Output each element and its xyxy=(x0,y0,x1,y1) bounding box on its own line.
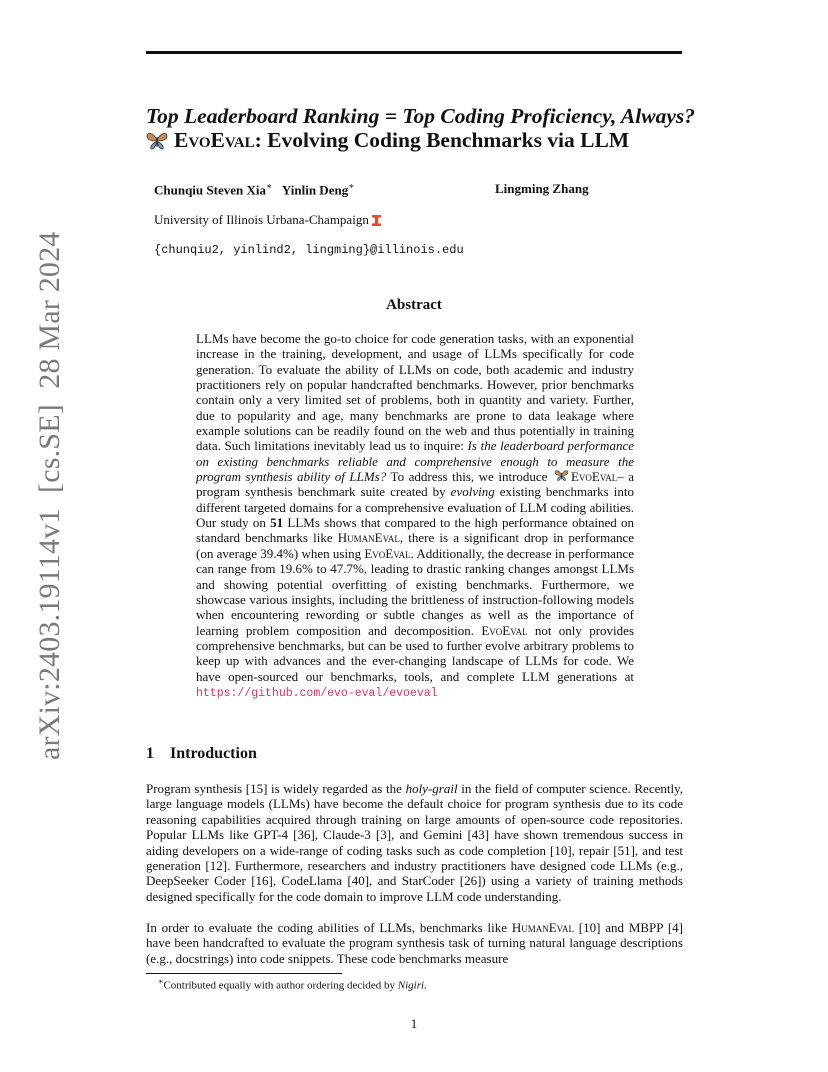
footnote: ∗Contributed equally with author ordering decided by Nigiri. xyxy=(158,977,427,992)
evoeval-name: EvoEval xyxy=(364,545,411,561)
evoeval-name: EvoEval xyxy=(570,469,618,485)
butterfly-icon xyxy=(554,469,569,482)
equal-contrib-mark: ∗ xyxy=(265,181,273,191)
affiliation-text: University of Illinois Urbana-Champaign xyxy=(154,212,369,227)
section-title: Introduction xyxy=(170,745,257,762)
butterfly-icon xyxy=(146,131,168,151)
author-list xyxy=(154,181,354,198)
author-xia: Chunqiu Steven Xia xyxy=(154,182,266,198)
paper-title-line1: Top Leaderboard Ranking = Top Coding Proficiency, Always? xyxy=(146,104,695,128)
affiliation xyxy=(154,212,381,228)
top-rule xyxy=(146,51,682,54)
section-heading xyxy=(146,745,257,763)
paper-title-line2 xyxy=(146,128,686,153)
evoeval-name: EvoEval xyxy=(174,128,255,152)
github-link[interactable]: https://github.com/evo-eval/evoeval xyxy=(196,686,438,700)
equal-contrib-mark: ∗ xyxy=(348,181,355,191)
uiuc-logo-icon xyxy=(372,215,381,226)
humaneval-name: HumanEval xyxy=(337,530,400,546)
section-number: 1 xyxy=(146,745,154,762)
abstract-heading: Abstract xyxy=(386,297,442,313)
abstract-body: LLMs have become the go-to choice for code generation tasks, with an exponential increase in the training, development, and usage of LLMs specifically for code generation. To evaluate the ability of LLMs on code, both academic and industry practitioners rely on popular handcrafted benchmarks. However, prior benchmarks contain only a very limited set of problems, both in quantity and variety. Further, due to popularity and age, many benchmarks are prone to data leakage where example solutions can be readily found on the web and thus potentially in training data. Such limitations inevitably lead us to inquire: Is the leaderboard performance on existing benchmarks reliable and comprehensive enough to measure the program synthesis ability of LLMs? To address this, we introduce EvoEval– a program synthesis benchmark suite created by evolving existing benchmarks into different targeted domains for a comprehensive evaluation of LLM coding abilities. Our study on 51 LLMs shows that compared to the high performance obtained on standard benchmarks like HumanEval, there is a significant drop in performance (on average 39.4%) when using EvoEval. Additionally, the decrease in performance can range from 19.6% to 47.7%, leading to drastic ranking changes amongst LLMs and showing potential overfitting of existing benchmarks. Furthermore, we showcase various insights, including the brittleness of instruction-following models when encountering rewording or subtle changes as well as the importance of learning problem composition and decomposition. EvoEval not only provides comprehensive benchmarks, but can be used to further evolve arbitrary problems to keep up with advances and the ever-changing landscape of LLMs for code. We have open-sourced our benchmarks, tools, and complete LLM generations at https://github.com/evo-eval/evoeval xyxy=(196,331,635,700)
intro-paragraph-1: Program synthesis [15] is widely regarded as the holy-grail in the field of computer science. Recently, large language models (LLMs) have become the default choice for program synthesis due to its code reasoning capabilities acquired through training on large amounts of open-source code repositories. Popular LLMs like GPT-4 [36], Claude-3 [3], and Gemini [43] have shown tremendous success in aiding developers on a wide-range of coding tasks such as code completion [10], repair [51], and test generation [12]. Furthermore, researchers and industry practitioners have designed code LLMs (e.g., DeepSeeker Coder [16], CodeLlama [40], and StarCoder [26]) using a variety of training methods designed specifically for the code domain to improve LLM code understanding. xyxy=(146,781,683,904)
footnote-rule xyxy=(146,973,342,974)
arxiv-identifier: arXiv:2403.19114v1 [cs.SE] 28 Mar 2024 xyxy=(33,231,66,760)
author-emails: {chunqiu2, yinlind2, lingming}@illinois.edu xyxy=(154,243,464,257)
author-zhang: Lingming Zhang xyxy=(495,181,589,196)
research-question: Is the leaderboard performance on existing benchmarks reliable and comprehensive enough to measure the program synthesis ability of LLMs? xyxy=(196,438,634,485)
page-number: 1 xyxy=(410,1016,418,1031)
intro-paragraph-2: In order to evaluate the coding abilities of LLMs, benchmarks like HumanEval [10] and MBPP [4] have been handcrafted to evaluate the program synthesis task of turning natural language descriptions (e.g., docstrings) into code snippets. These code benchmarks measure xyxy=(146,920,683,966)
evoeval-name: EvoEval xyxy=(481,622,528,638)
author-deng: Yinlin Deng xyxy=(281,182,349,198)
humaneval-name: HumanEval xyxy=(511,920,574,935)
title-subtitle: : Evolving Coding Benchmarks via LLM xyxy=(254,128,630,152)
